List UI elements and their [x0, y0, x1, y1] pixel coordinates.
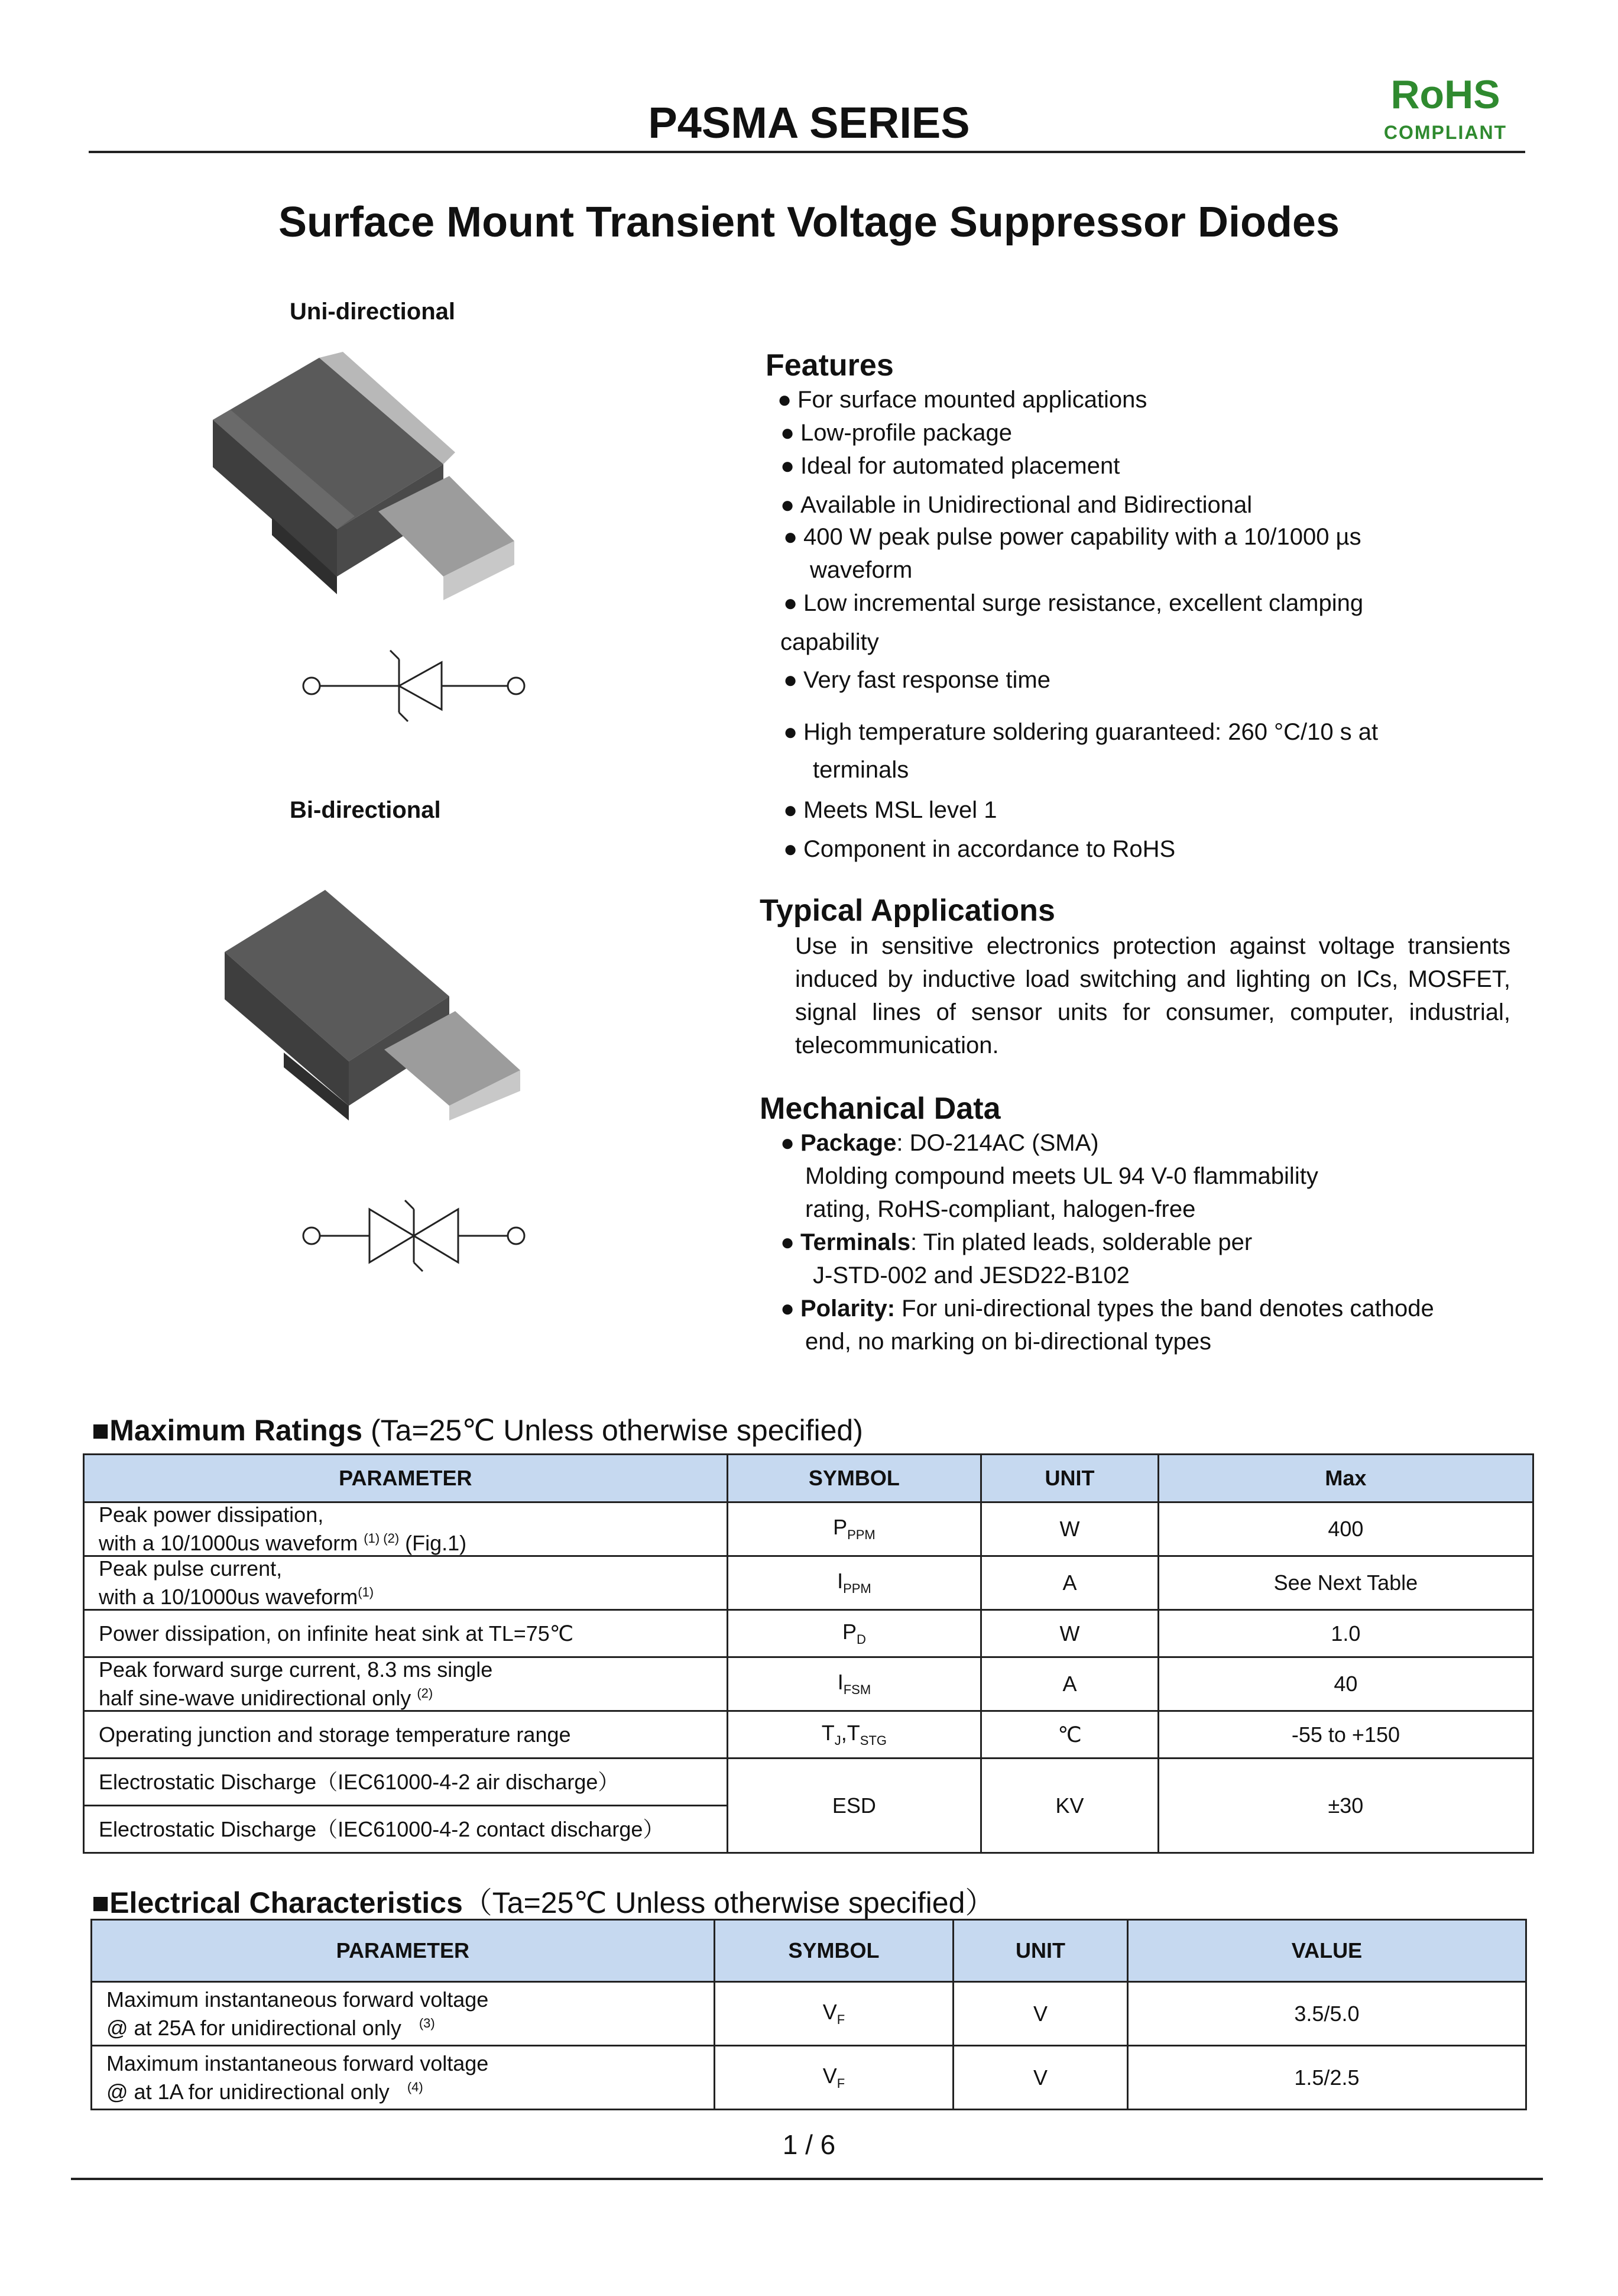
- col-header-symbol: SYMBOL: [727, 1455, 981, 1502]
- cell-unit: A: [981, 1556, 1159, 1610]
- table-row: [84, 1711, 1533, 1759]
- table-row: [84, 1759, 1533, 1806]
- cell-symbol: $P_D$: [727, 1610, 981, 1657]
- table-row: [84, 1556, 1533, 1610]
- mechanical-polarity: ● Polarity: For uni-directional types the band denotes cathode: [780, 1296, 1434, 1322]
- cell-unit: A: [981, 1657, 1159, 1711]
- feature-item: ● 400 W peak pulse power capability with a 10/1000 µs: [783, 524, 1361, 550]
- table-row: [92, 1982, 1526, 2046]
- cell-symbol: $I_{FSM}$: [727, 1657, 981, 1711]
- max-ratings-heading: ■Maximum Ratings (Ta=25℃ Unless otherwise specified): [92, 1414, 863, 1447]
- cell-max: -55 to +150: [1158, 1711, 1533, 1759]
- cell-unit: ℃: [981, 1711, 1159, 1759]
- cell-parameter: Electrostatic Discharge（IEC61000-4-2 air discharge）: [84, 1759, 728, 1806]
- uni-directional-package-image: [207, 352, 538, 600]
- series-title: P4SMA SERIES: [648, 98, 970, 147]
- mechanical-heading: Mechanical Data: [760, 1092, 1001, 1126]
- mechanical-package-line3: rating, RoHS-compliant, halogen-free: [805, 1196, 1196, 1222]
- cell-max: 1.0: [1158, 1610, 1533, 1657]
- feature-item: ● Very fast response time: [783, 667, 1050, 693]
- page-number: 1 / 6: [782, 2129, 836, 2160]
- cell-max: 40: [1158, 1657, 1533, 1711]
- col-header-symbol: SYMBOL: [714, 1920, 954, 1982]
- cell-symbol: $P_{PPM}$: [727, 1502, 981, 1556]
- col-header-unit: UNIT: [981, 1455, 1159, 1502]
- cell-symbol: $V_F$: [714, 2046, 954, 2110]
- cell-unit: KV: [981, 1759, 1159, 1853]
- cell-unit: W: [981, 1610, 1159, 1657]
- feature-item-continued: capability: [780, 629, 879, 655]
- rohs-sub-text: COMPLIANT: [1383, 122, 1507, 143]
- applications-heading: Typical Applications: [760, 893, 1055, 928]
- electrical-heading: ■Electrical Characteristics（Ta=25℃ Unless otherwise specified）: [92, 1886, 995, 1919]
- rohs-main-text: RoHS: [1390, 72, 1500, 117]
- feature-item: ● Component in accordance to RoHS: [783, 836, 1176, 862]
- document-title: Surface Mount Transient Voltage Suppressor Diodes: [278, 199, 1340, 246]
- header-divider: [89, 151, 1525, 153]
- col-header-parameter: PARAMETER: [92, 1920, 715, 1982]
- cell-max: See Next Table: [1158, 1556, 1533, 1610]
- col-header-value: VALUE: [1127, 1920, 1526, 1982]
- feature-item: ● Low-profile package: [780, 420, 1012, 446]
- uni-directional-label: Uni-directional: [290, 299, 456, 325]
- cell-max: ±30: [1158, 1759, 1533, 1853]
- cell-parameter: Electrostatic Discharge（IEC61000-4-2 contact discharge）: [84, 1806, 728, 1853]
- feature-item: ● Meets MSL level 1: [783, 797, 997, 823]
- table-row: [84, 1610, 1533, 1657]
- col-header-parameter: PARAMETER: [84, 1455, 728, 1502]
- feature-item-continued: terminals: [813, 757, 909, 783]
- table-header-row: [92, 1920, 1526, 1982]
- bi-directional-diode-symbol: [299, 1197, 529, 1274]
- table-row: [92, 2046, 1526, 2110]
- table-header-row: [84, 1455, 1533, 1502]
- mechanical-package: ● Package: DO-214AC (SMA): [780, 1130, 1099, 1156]
- uni-directional-diode-symbol: [299, 647, 529, 724]
- mechanical-package-line2: Molding compound meets UL 94 V-0 flammability: [805, 1163, 1318, 1189]
- cell-value: 3.5/5.0: [1127, 1982, 1526, 2046]
- cell-parameter: Operating junction and storage temperature range: [84, 1711, 728, 1759]
- cell-unit: V: [954, 1982, 1128, 2046]
- cell-unit: W: [981, 1502, 1159, 1556]
- bi-directional-label: Bi-directional: [290, 797, 441, 823]
- cell-unit: V: [954, 2046, 1128, 2110]
- mechanical-terminals: ● Terminals: Tin plated leads, solderable per: [780, 1229, 1253, 1255]
- col-header-max: Max: [1158, 1455, 1533, 1502]
- electrical-table: [90, 1919, 1527, 2110]
- feature-item: ● High temperature soldering guaranteed: 260 °C/10 s at: [783, 719, 1379, 745]
- cell-value: 1.5/2.5: [1127, 2046, 1526, 2110]
- feature-item: ● Low incremental surge resistance, excellent clamping: [783, 590, 1364, 616]
- mechanical-terminals-line2: J-STD-002 and JESD22-B102: [813, 1262, 1130, 1288]
- mechanical-polarity-line2: end, no marking on bi-directional types: [805, 1329, 1212, 1355]
- cell-parameter: Peak power dissipation, with a 10/1000us waveform $^{(1) (2)}$ (Fig.1): [84, 1502, 728, 1556]
- table-row: [84, 1502, 1533, 1556]
- feature-item: ● Ideal for automated placement: [780, 453, 1120, 479]
- max-ratings-table: [83, 1453, 1534, 1854]
- feature-item: ● For surface mounted applications: [777, 387, 1147, 413]
- cell-symbol: $T_J,T_{STG}$: [727, 1711, 981, 1759]
- table-row: [84, 1657, 1533, 1711]
- feature-item-continued: waveform: [810, 557, 913, 583]
- rohs-logo: [1360, 71, 1531, 144]
- cell-parameter: Peak pulse current, with a 10/1000us waveform$^{(1)}$: [84, 1556, 728, 1610]
- cell-max: 400: [1158, 1502, 1533, 1556]
- feature-item: ● Available in Unidirectional and Bidirectional: [780, 492, 1253, 518]
- cell-symbol: $I_{PPM}$: [727, 1556, 981, 1610]
- col-header-unit: UNIT: [954, 1920, 1128, 1982]
- bi-directional-package-image: [219, 884, 538, 1121]
- cell-parameter: Maximum instantaneous forward voltage @ at 1A for unidirectional only $^{(4)}$: [92, 2046, 715, 2110]
- cell-parameter: Peak forward surge current, 8.3 ms single half sine-wave unidirectional only $^{(2)}$: [84, 1657, 728, 1711]
- cell-symbol: ESD: [727, 1759, 981, 1853]
- cell-parameter: Power dissipation, on infinite heat sink at TL=75℃: [84, 1610, 728, 1657]
- features-heading: Features: [766, 348, 894, 383]
- applications-text: Use in sensitive electronics protection against voltage transients induced by inductive load switching and lighting on ICs, MOSFET, signal lines of sensor units for consumer, computer, industrial, telecommunication.: [795, 933, 1510, 1058]
- cell-symbol: $V_F$: [714, 1982, 954, 2046]
- cell-parameter: Maximum instantaneous forward voltage @ at 25A for unidirectional only $^{(3)}$: [92, 1982, 715, 2046]
- footer-divider: [71, 2178, 1543, 2180]
